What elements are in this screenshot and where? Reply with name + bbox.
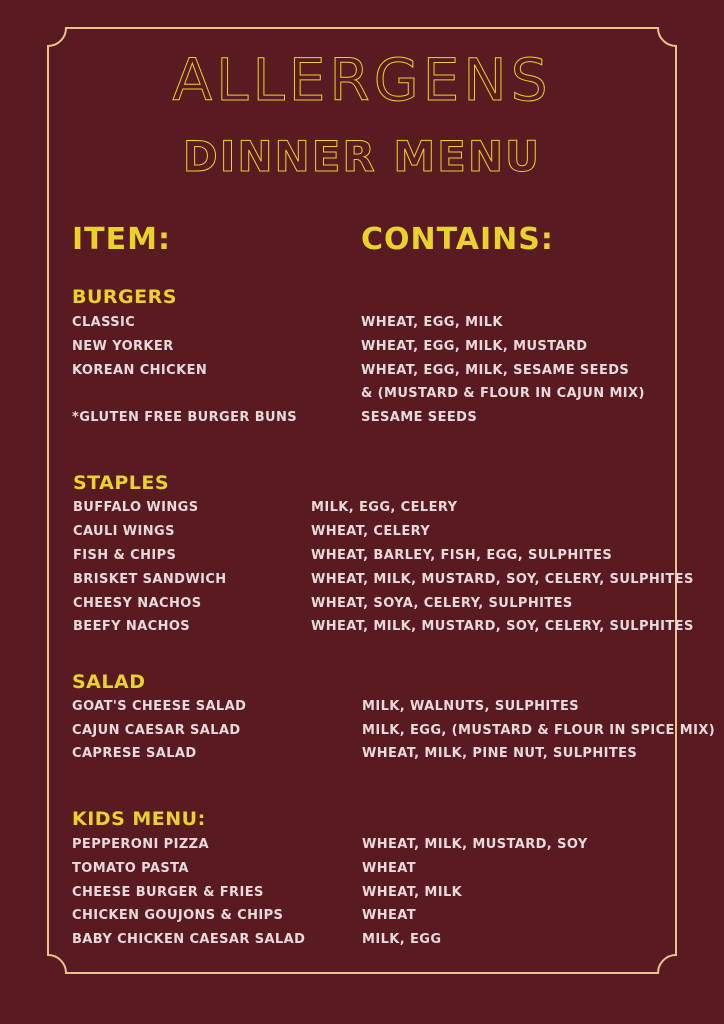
item-name: TOMATO PASTA [72, 861, 189, 876]
menu-row [0, 386, 724, 408]
menu-row [0, 410, 724, 432]
item-allergens: WHEAT, EGG, MILK [361, 315, 503, 330]
item-allergens: MILK, EGG, CELERY [311, 500, 458, 515]
item-allergens: & (MUSTARD & FLOUR IN CAJUN MIX) [361, 386, 645, 401]
page-subtitle: DINNER MENU [182, 132, 542, 181]
item-name: CHEESY NACHOS [73, 596, 202, 611]
item-name: CAULI WINGS [73, 524, 175, 539]
menu-row [0, 885, 724, 907]
item-allergens: MILK, EGG [362, 932, 442, 947]
item-name: CHICKEN GOUJONS & CHIPS [72, 908, 284, 923]
item-allergens: WHEAT, MILK, PINE NUT, SULPHITES [362, 746, 638, 761]
menu-row [0, 932, 724, 954]
item-allergens: WHEAT, MILK, MUSTARD, SOY, CELERY, SULPHITES [311, 572, 694, 587]
item-name: PEPPERONI PIZZA [72, 837, 209, 852]
contains-column-header: CONTAINS: [361, 222, 554, 257]
menu-row [0, 363, 724, 385]
item-name: BABY CHICKEN CAESAR SALAD [72, 932, 306, 947]
item-allergens: SESAME SEEDS [361, 410, 478, 425]
item-allergens: WHEAT, MILK [362, 885, 463, 900]
section-heading-staples: STAPLES [73, 472, 170, 494]
section-heading-salad: SALAD [72, 671, 146, 693]
menu-row [0, 339, 724, 361]
item-allergens: WHEAT, MILK, MUSTARD, SOY [362, 837, 588, 852]
item-allergens: WHEAT, SOYA, CELERY, SULPHITES [311, 596, 573, 611]
item-name: BRISKET SANDWICH [73, 572, 227, 587]
menu-row [0, 837, 724, 859]
item-allergens: WHEAT [362, 908, 417, 923]
item-allergens: WHEAT, BARLEY, FISH, EGG, SULPHITES [311, 548, 613, 563]
item-name: BEEFY NACHOS [73, 619, 191, 634]
item-name: NEW YORKER [72, 339, 174, 354]
item-allergens: WHEAT [362, 861, 417, 876]
item-name: *GLUTEN FREE BURGER BUNS [72, 410, 298, 425]
menu-row [0, 572, 724, 594]
menu-row [0, 861, 724, 883]
item-name: CAJUN CAESAR SALAD [72, 723, 241, 738]
item-allergens: WHEAT, MILK, MUSTARD, SOY, CELERY, SULPHITES [311, 619, 694, 634]
menu-row [0, 500, 724, 522]
item-column-header: ITEM: [72, 222, 171, 257]
menu-row [0, 315, 724, 337]
item-name: CAPRESE SALAD [72, 746, 197, 761]
menu-row [0, 619, 724, 641]
item-name: CLASSIC [72, 315, 136, 330]
item-allergens: WHEAT, EGG, MILK, SESAME SEEDS [361, 363, 630, 378]
page-title: ALLERGENS [172, 46, 552, 114]
item-name: GOAT'S CHEESE SALAD [72, 699, 247, 714]
item-allergens: WHEAT, CELERY [311, 524, 431, 539]
menu-row [0, 908, 724, 930]
menu-row [0, 524, 724, 546]
item-name: KOREAN CHICKEN [72, 363, 208, 378]
item-allergens: MILK, WALNUTS, SULPHITES [362, 699, 579, 714]
menu-row [0, 548, 724, 570]
menu-row [0, 746, 724, 768]
section-heading-burgers: BURGERS [72, 286, 177, 308]
menu-row [0, 723, 724, 745]
item-allergens: MILK, EGG, (MUSTARD & FLOUR IN SPICE MIX) [362, 723, 716, 738]
menu-row [0, 596, 724, 618]
menu-row [0, 699, 724, 721]
section-heading-kids-menu: KIDS MENU: [72, 808, 206, 830]
item-name: FISH & CHIPS [73, 548, 177, 563]
item-name: BUFFALO WINGS [73, 500, 199, 515]
item-name: CHEESE BURGER & FRIES [72, 885, 264, 900]
item-allergens: WHEAT, EGG, MILK, MUSTARD [361, 339, 588, 354]
